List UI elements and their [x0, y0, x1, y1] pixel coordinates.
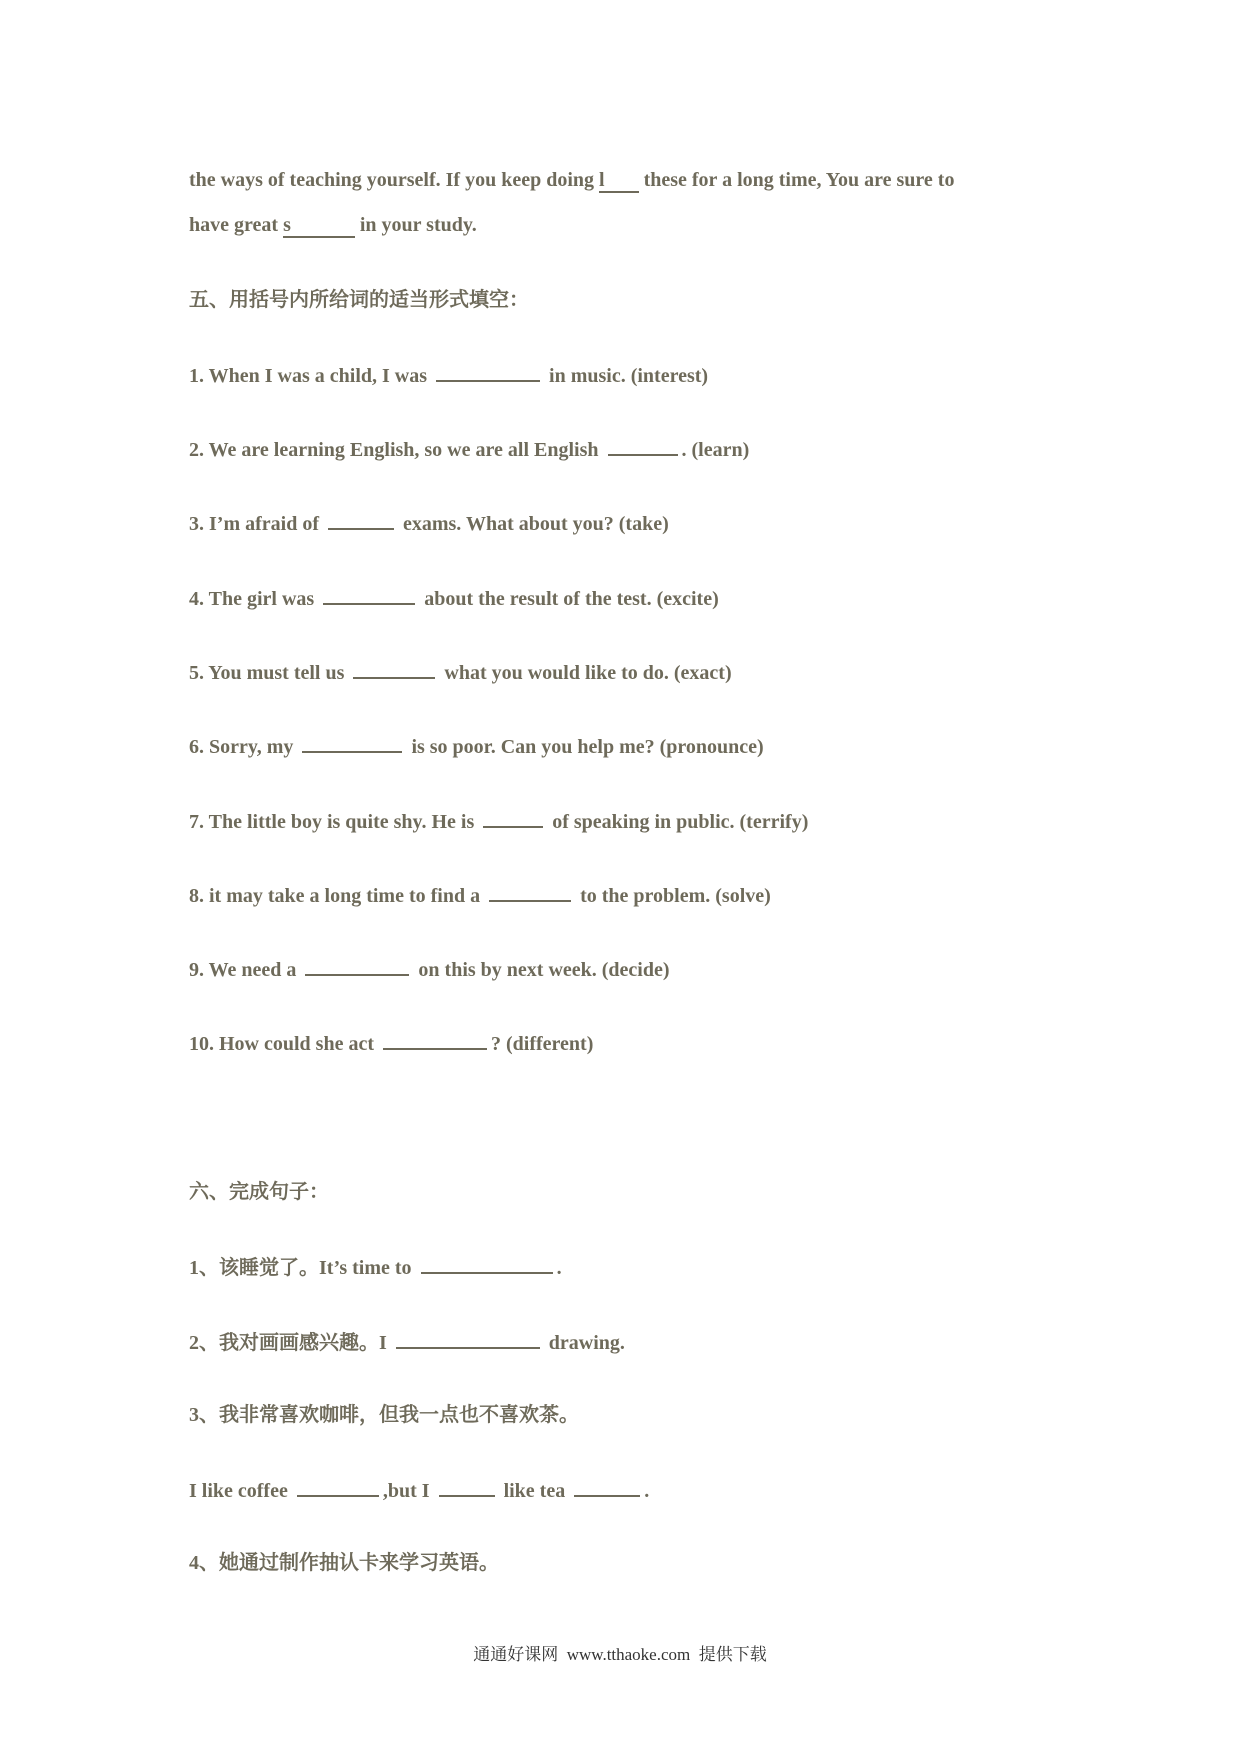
- sentence-item: 1、该睡觉了。It’s time to .: [189, 1254, 562, 1280]
- page-footer: 通通好课网 www.tthaoke.com 提供下载: [473, 1645, 767, 1664]
- sentence-item: I like coffee ,but I like tea .: [189, 1477, 649, 1503]
- exercise-item: 3. I’m afraid of exams. What about you? (take): [189, 510, 669, 536]
- answer-blank[interactable]: [439, 1477, 495, 1497]
- answer-blank[interactable]: [574, 1477, 640, 1497]
- passage-line-2: [189, 213, 477, 237]
- sentence-item: 2、我对画画感兴趣。I drawing.: [189, 1329, 625, 1355]
- answer-blank[interactable]: [305, 956, 409, 976]
- answer-blank[interactable]: [302, 733, 402, 753]
- passage-text: these for a long time, You are sure to: [638, 169, 955, 191]
- answer-blank[interactable]: [323, 585, 415, 605]
- exercise-item: 2. We are learning English, so we are all English . (learn): [189, 436, 749, 462]
- answer-blank[interactable]: [483, 808, 543, 828]
- sentence-item: 4、她通过制作抽认卡来学习英语。: [189, 1552, 499, 1574]
- answer-blank[interactable]: [436, 362, 540, 382]
- section-6-heading: 六、完成句子：: [189, 1181, 329, 1203]
- answer-blank[interactable]: [353, 659, 435, 679]
- passage-text: have great: [189, 214, 284, 236]
- exercise-item: 7. The little boy is quite shy. He is of speaking in public. (terrify): [189, 808, 808, 834]
- answer-blank[interactable]: [608, 436, 678, 456]
- exercise-item: 1. When I was a child, I was in music. (interest): [189, 362, 708, 388]
- passage-text: in your study.: [354, 214, 477, 236]
- answer-blank[interactable]: [328, 510, 394, 530]
- exercise-item: 8. it may take a long time to find a to the problem. (solve): [189, 882, 771, 908]
- section-5-heading: 五、用括号内所给词的适当形式填空：: [189, 289, 529, 311]
- exercise-item: 9. We need a on this by next week. (decide): [189, 956, 670, 982]
- blank-s[interactable]: s: [283, 214, 355, 238]
- answer-blank[interactable]: [383, 1030, 487, 1050]
- sentence-item: 3、我非常喜欢咖啡，但我一点也不喜欢茶。: [189, 1404, 579, 1426]
- exercise-item: 5. You must tell us what you would like to do. (exact): [189, 659, 732, 685]
- exercise-item: 6. Sorry, my is so poor. Can you help me? (pronounce): [189, 733, 764, 759]
- passage-line-1: [189, 168, 954, 192]
- answer-blank[interactable]: [421, 1254, 553, 1274]
- answer-blank[interactable]: [396, 1329, 540, 1349]
- passage-text: the ways of teaching yourself. If you keep doing: [189, 169, 600, 191]
- exercise-item: 4. The girl was about the result of the test. (excite): [189, 585, 719, 611]
- exercise-item: 10. How could she act ? (different): [189, 1030, 593, 1056]
- answer-blank[interactable]: [489, 882, 571, 902]
- blank-l[interactable]: l: [599, 169, 639, 193]
- answer-blank[interactable]: [297, 1477, 379, 1497]
